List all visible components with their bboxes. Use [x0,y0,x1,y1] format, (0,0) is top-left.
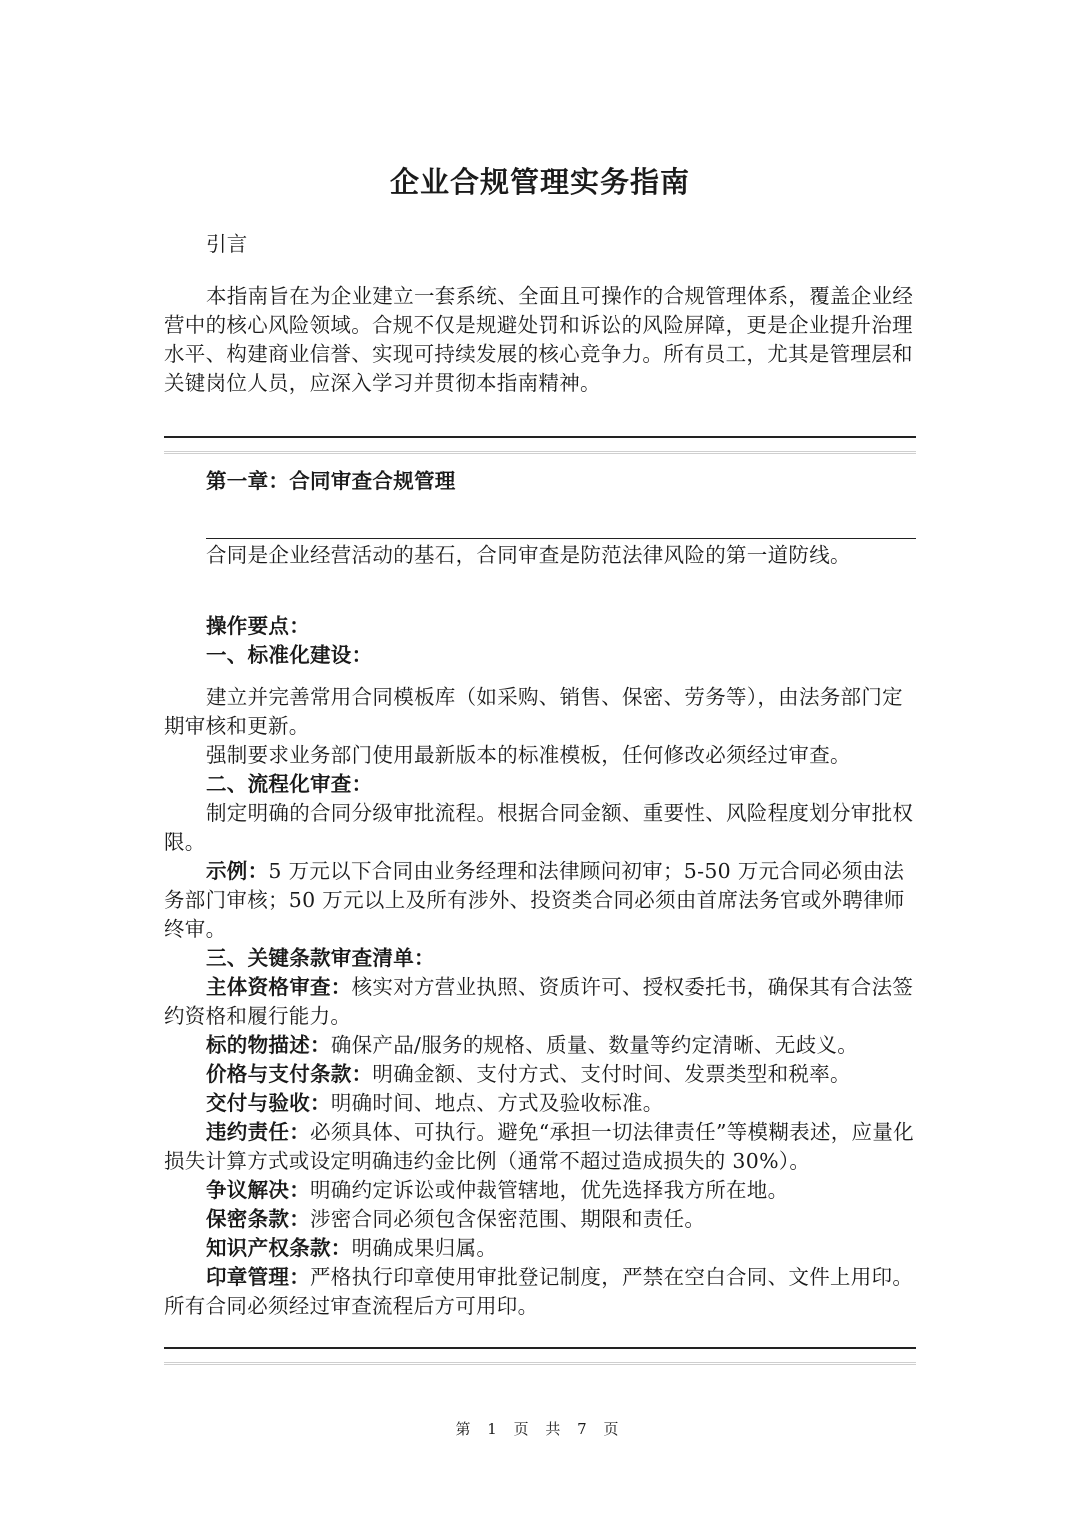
section1-paragraph-1: 建立并完善常用合同模板库（如采购、销售、保密、劳务等），由法务部门定期审核和更新。 [164,685,903,738]
footer-suffix: 页 [603,1420,625,1438]
checklist-label: 标的物描述： [206,1033,331,1057]
chapter1-header [164,467,916,496]
checklist-text: 涉密合同必须包含保密范围、期限和责任。 [310,1207,706,1231]
chapter1-title: 第一章：合同审查合规管理 [206,469,456,493]
chapter1-underline [206,538,916,539]
checklist-label: 主体资格审查： [206,975,352,999]
checklist-item [164,1234,916,1263]
key-points-heading: 操作要点： [206,614,310,638]
intro-heading: 引言 [206,232,248,256]
checklist-item [164,1263,916,1321]
checklist-item [164,1089,916,1118]
checklist-item [164,1205,916,1234]
footer-prefix: 第 [455,1420,477,1438]
intro-paragraph: 本指南旨在为企业建立一套系统、全面且可操作的合规管理体系，覆盖企业经营中的核心风险领域。合规不仅是规避处罚和诉讼的风险屏障，更是企业提升治理水平、构建商业信誉、实现可持续发展的核心竞争力。所有员工，尤其是管理层和关键岗位人员，应深入学习并贯彻本指南精神。 [164,284,914,395]
chapter1-body [164,612,916,1321]
document-title: 企业合规管理实务指南 [389,165,690,199]
checklist-text: 严格执行印章使用审批登记制度，严禁在空白合同、文件上用印。所有合同必须经过审查流程后方可用印。 [164,1265,914,1318]
example-label: 示例： [206,859,269,883]
page-bottom-divider [164,1347,916,1365]
checklist-label: 违约责任： [206,1120,310,1144]
current-page-number: 1 [487,1420,503,1438]
section1-paragraph-2: 强制要求业务部门使用最新版本的标准模板，任何修改必须经过审查。 [206,743,851,767]
checklist-item [164,1031,916,1060]
section1-heading: 一、标准化建设： [206,643,373,667]
checklist-label: 价格与支付条款： [206,1062,373,1086]
checklist-text: 明确约定诉讼或仲裁管辖地，优先选择我方所在地。 [310,1178,789,1202]
footer-mid: 页 共 [513,1420,567,1438]
section2-example [164,857,916,944]
checklist-item [164,1118,916,1176]
checklist-item [164,973,916,1031]
checklist-text: 核实对方营业执照、资质许可、授权委托书，确保其有合法签约资格和履行能力。 [164,975,914,1028]
checklist-label: 印章管理： [206,1265,310,1289]
checklist-label: 争议解决： [206,1178,310,1202]
checklist-label: 保密条款： [206,1207,310,1231]
divider-double-line [164,1362,916,1365]
chapter1-lead-block [164,541,916,570]
section-divider [164,436,916,454]
divider-line [164,1347,916,1349]
checklist-text: 确保产品/服务的规格、质量、数量等约定清晰、无歧义。 [330,1033,859,1057]
chapter1-lead: 合同是企业经营活动的基石，合同审查是防范法律风险的第一道防线。 [206,543,851,567]
checklist-item [164,1060,916,1089]
checklist-text: 明确时间、地点、方式及验收标准。 [330,1091,664,1115]
intro-section [164,230,916,259]
total-page-count: 7 [577,1420,593,1438]
checklist-label: 知识产权条款： [206,1236,352,1260]
checklist-text: 必须具体、可执行。避免“承担一切法律责任”等模糊表述，应量化损失计算方式或设定明确违约金比例（通常不超过造成损失的 30%）。 [164,1120,914,1173]
divider-double-line [164,451,916,454]
section2-paragraph-1: 制定明确的合同分级审批流程。根据合同金额、重要性、风险程度划分审批权限。 [164,801,914,854]
divider-line [164,436,916,438]
checklist-label: 交付与验收： [206,1091,331,1115]
section2-heading: 二、流程化审查： [206,772,373,796]
checklist-text: 明确成果归属。 [351,1236,498,1260]
example-text: 5 万元以下合同由业务经理和法律顾问初审；5-50 万元合同必须由法务部门审核；50 万元以上及所有涉外、投资类合同必须由首席法务官或外聘律师终审。 [164,859,905,941]
checklist-item [164,1176,916,1205]
checklist-text: 明确金额、支付方式、支付时间、发票类型和税率。 [372,1062,851,1086]
page-footer [0,1418,1080,1439]
intro-body [164,282,916,398]
section3-heading: 三、关键条款审查清单： [206,946,435,970]
